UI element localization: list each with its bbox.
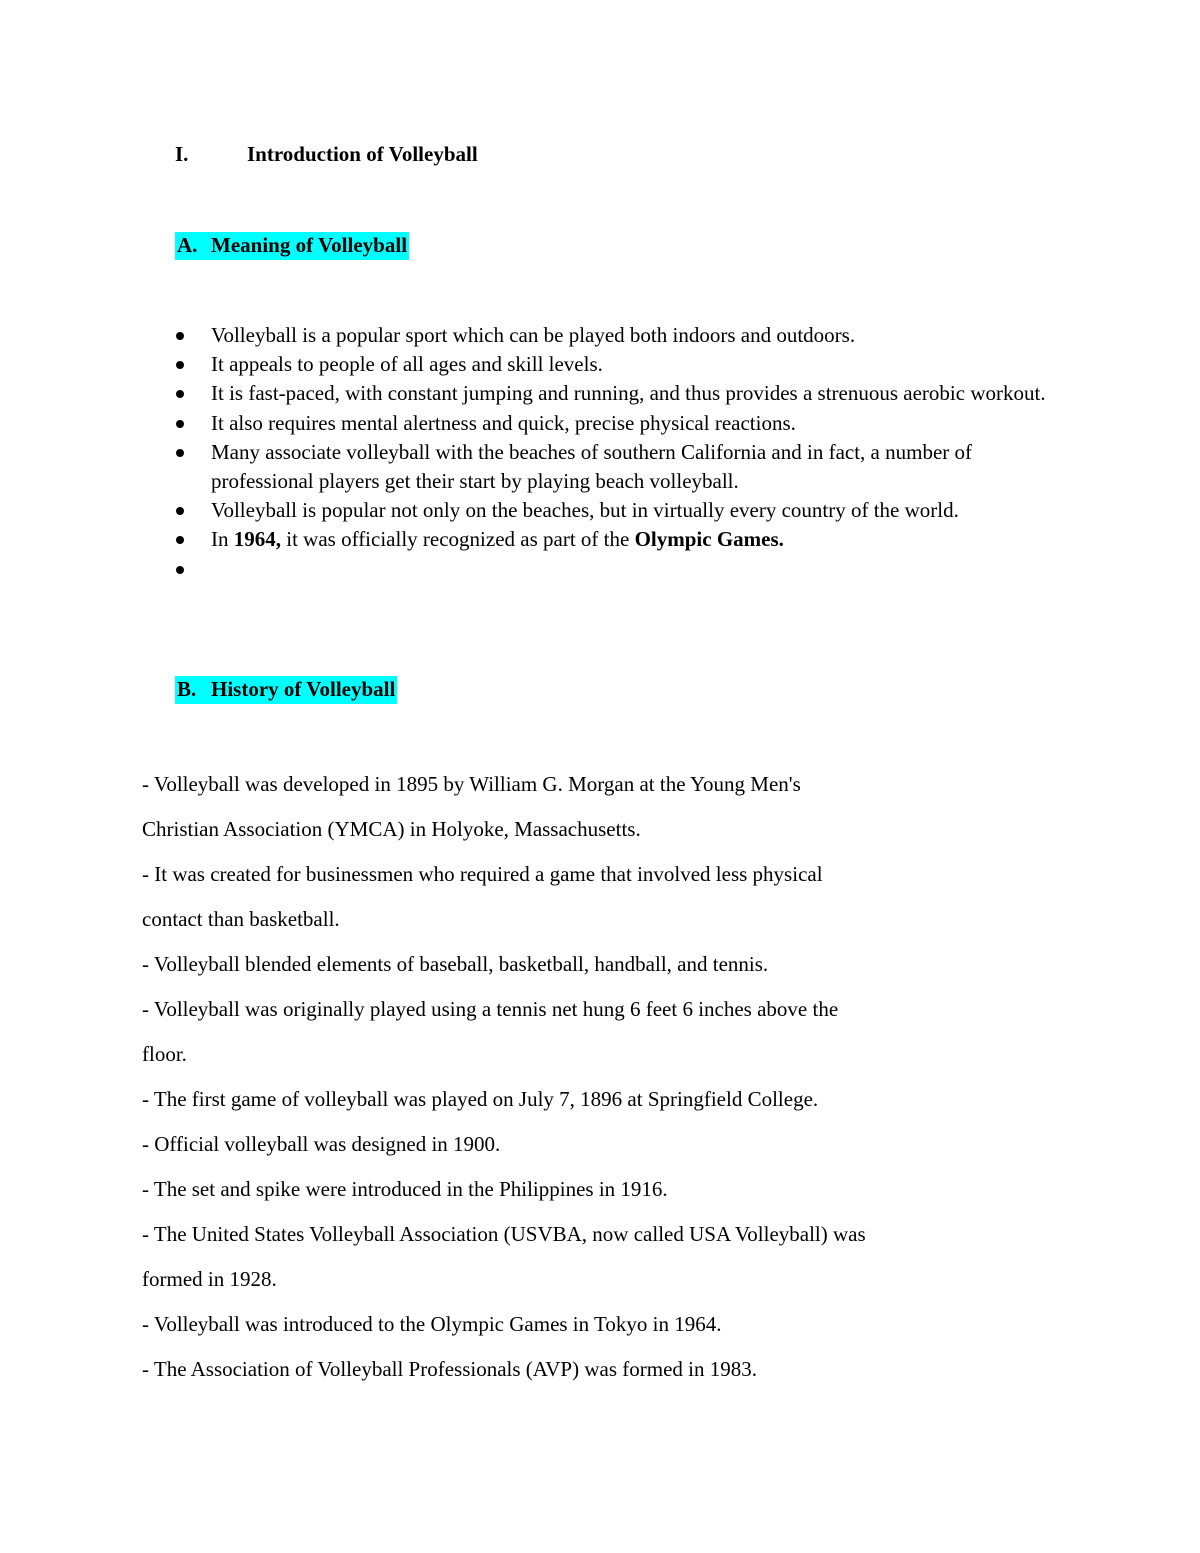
history-line: - Volleyball was developed in 1895 by William G. Morgan at the Young Men's: [142, 772, 801, 796]
bullet-item: [175, 409, 1075, 438]
main-heading-title: Introduction of Volleyball: [247, 142, 478, 166]
bullet-item: [175, 525, 1075, 554]
meaning-bullet-list: [175, 321, 1075, 592]
bullet-dot-icon: [176, 420, 184, 428]
history-line: contact than basketball.: [142, 907, 340, 931]
history-line: - The set and spike were introduced in the Philippines in 1916.: [142, 1177, 668, 1201]
history-line: - Volleyball was introduced to the Olympic Games in Tokyo in 1964.: [142, 1312, 722, 1336]
bullet-dot-icon: [176, 566, 184, 574]
main-heading-number: I.: [175, 142, 189, 166]
main-heading: [175, 142, 478, 167]
history-line: - Official volleyball was designed in 1900.: [142, 1132, 501, 1156]
bullet-text: Volleyball is a popular sport which can be played both indoors and outdoors.: [211, 323, 856, 347]
bullet-dot-icon: [176, 449, 184, 457]
history-line: - It was created for businessmen who required a game that involved less physical: [142, 862, 823, 886]
bullet-item: [175, 496, 1075, 525]
history-line: formed in 1928.: [142, 1267, 277, 1291]
bullet-text-olympic: Olympic Games.: [634, 527, 784, 552]
bullet-text: It is fast-paced, with constant jumping and running, and thus provides a strenuous aerobic workout.: [211, 381, 1046, 406]
section-a-title: Meaning of Volleyball: [211, 233, 408, 257]
section-a-letter: A.: [177, 233, 198, 257]
section-b-title: History of Volleyball: [211, 677, 396, 701]
section-a-heading: [175, 232, 409, 260]
bullet-dot-icon: [176, 507, 184, 515]
bullet-dot-icon: [176, 390, 184, 398]
bullet-item: [175, 379, 1075, 408]
history-line: floor.: [142, 1042, 187, 1066]
history-line: - Volleyball was originally played using a tennis net hung 6 feet 6 inches above the: [142, 997, 839, 1021]
history-line: - The Association of Volleyball Professionals (AVP) was formed in 1983.: [142, 1357, 757, 1381]
bullet-text-mid: it was officially recognized as part of the: [281, 527, 635, 552]
history-line: Christian Association (YMCA) in Holyoke, Massachusetts.: [142, 817, 641, 841]
bullet-text-pre: In: [211, 527, 234, 552]
bullet-text: It appeals to people of all ages and skill levels.: [211, 352, 603, 377]
section-b-heading: [175, 676, 397, 704]
bullet-dot-icon: [176, 536, 184, 544]
bullet-item: [175, 350, 1075, 379]
bullet-dot-icon: [176, 361, 184, 369]
history-line: - The first game of volleyball was played on July 7, 1896 at Springfield College.: [142, 1087, 819, 1111]
history-line: - The United States Volleyball Association (USVBA, now called USA Volleyball) was: [142, 1222, 866, 1246]
bullet-text: Many associate volleyball with the beaches of southern California and in fact, a number of professional players get their start by playing beach volleyball.: [211, 439, 973, 494]
bullet-text: It also requires mental alertness and quick, precise physical reactions.: [211, 410, 796, 435]
bullet-item-empty: [175, 555, 1075, 592]
history-paragraphs: [142, 762, 1062, 1392]
history-line: - Volleyball blended elements of baseball, basketball, handball, and tennis.: [142, 952, 769, 976]
section-b-letter: B.: [177, 677, 197, 701]
bullet-item: [175, 321, 1075, 350]
bullet-item: [175, 438, 1075, 496]
bullet-text-year: 1964,: [233, 527, 281, 552]
bullet-dot-icon: [176, 332, 184, 340]
bullet-text: Volleyball is popular not only on the beaches, but in virtually every country of the world.: [211, 498, 959, 523]
